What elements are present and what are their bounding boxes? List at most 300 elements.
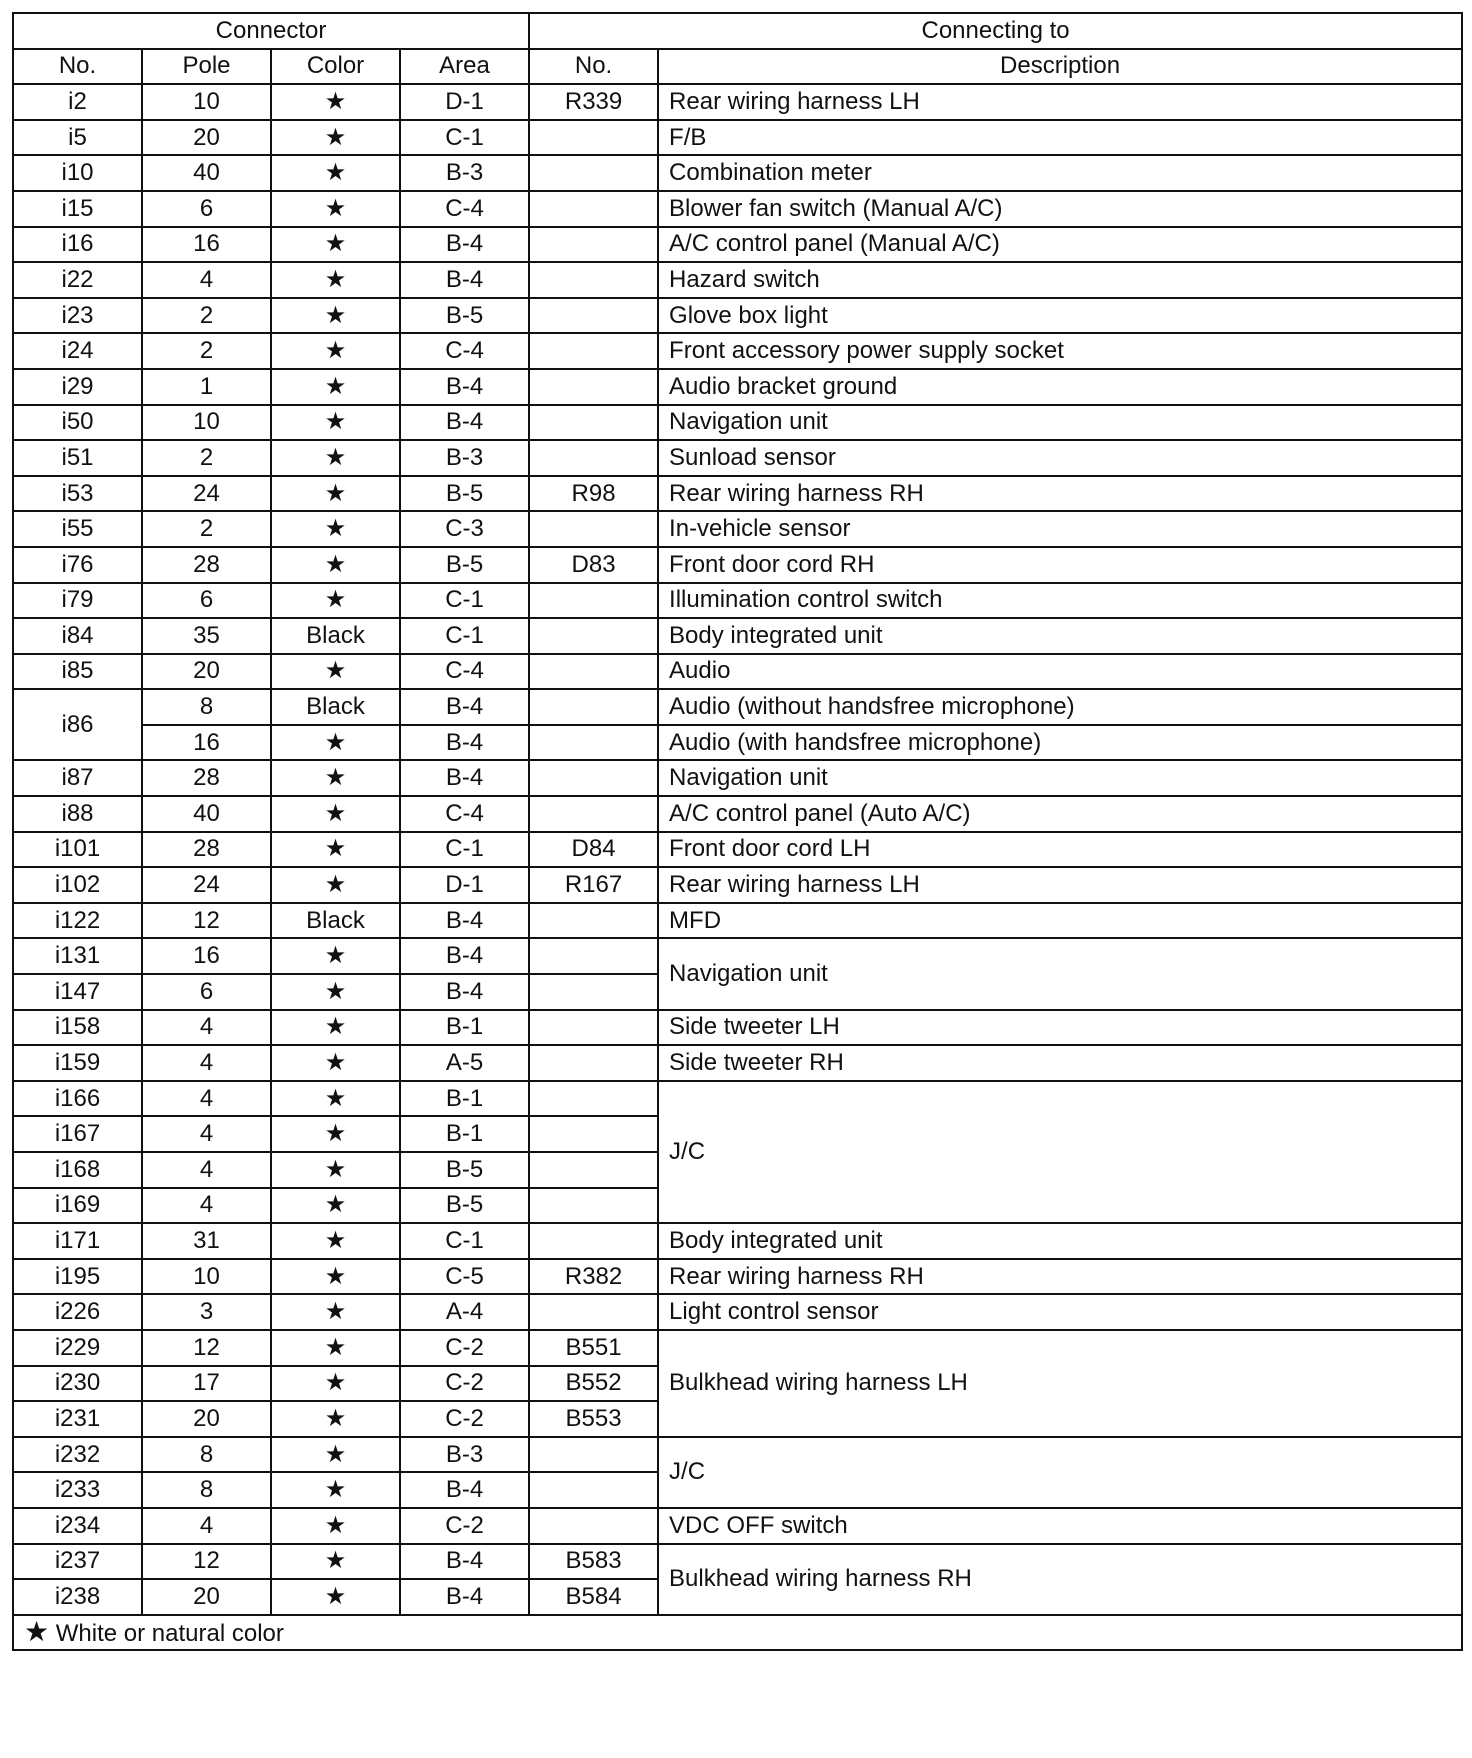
star-icon: ★ bbox=[271, 654, 400, 690]
area-code: B-3 bbox=[400, 440, 529, 476]
connector-no: i23 bbox=[13, 298, 142, 334]
connecting-no bbox=[529, 618, 658, 654]
table-row bbox=[13, 725, 1462, 761]
connecting-no bbox=[529, 583, 658, 619]
star-icon: ★ bbox=[271, 191, 400, 227]
star-icon: ★ bbox=[271, 227, 400, 263]
header-no: No. bbox=[13, 49, 142, 85]
table-row bbox=[13, 867, 1462, 903]
header-pole: Pole bbox=[142, 49, 271, 85]
description: Audio (with handsfree microphone) bbox=[658, 725, 1462, 761]
connector-no: i5 bbox=[13, 120, 142, 156]
star-icon: ★ bbox=[271, 262, 400, 298]
area-code: C-2 bbox=[400, 1366, 529, 1402]
area-code: A-5 bbox=[400, 1045, 529, 1081]
table-row bbox=[13, 583, 1462, 619]
area-code: B-4 bbox=[400, 1544, 529, 1580]
connecting-no bbox=[529, 227, 658, 263]
connector-rows bbox=[13, 84, 1462, 1615]
area-code: C-1 bbox=[400, 583, 529, 619]
table-row bbox=[13, 120, 1462, 156]
star-icon: ★ bbox=[271, 1010, 400, 1046]
connecting-no bbox=[529, 1188, 658, 1224]
star-icon: ★ bbox=[271, 120, 400, 156]
header-color: Color bbox=[271, 49, 400, 85]
area-code: B-5 bbox=[400, 1152, 529, 1188]
description: J/C bbox=[658, 1437, 1462, 1508]
star-icon: ★ bbox=[271, 1330, 400, 1366]
pole-count: 20 bbox=[142, 1401, 271, 1437]
star-icon: ★ bbox=[271, 1081, 400, 1117]
connecting-no: B551 bbox=[529, 1330, 658, 1366]
connecting-no bbox=[529, 654, 658, 690]
connector-no: i122 bbox=[13, 903, 142, 939]
area-code: B-3 bbox=[400, 1437, 529, 1473]
area-code: C-3 bbox=[400, 511, 529, 547]
description: Side tweeter LH bbox=[658, 1010, 1462, 1046]
description: Body integrated unit bbox=[658, 1223, 1462, 1259]
connector-no: i85 bbox=[13, 654, 142, 690]
connector-no: i168 bbox=[13, 1152, 142, 1188]
description: Audio (without handsfree microphone) bbox=[658, 689, 1462, 725]
star-icon: ★ bbox=[271, 440, 400, 476]
connecting-no: B552 bbox=[529, 1366, 658, 1402]
star-icon: ★ bbox=[271, 832, 400, 868]
pole-count: 4 bbox=[142, 1045, 271, 1081]
header-connector: Connector bbox=[13, 13, 529, 49]
table-row bbox=[13, 511, 1462, 547]
area-code: B-5 bbox=[400, 476, 529, 512]
star-icon: ★ bbox=[271, 1223, 400, 1259]
table-row bbox=[13, 1437, 1462, 1473]
description: In-vehicle sensor bbox=[658, 511, 1462, 547]
description: Hazard switch bbox=[658, 262, 1462, 298]
pole-count: 4 bbox=[142, 1508, 271, 1544]
connector-no: i50 bbox=[13, 405, 142, 441]
area-code: C-1 bbox=[400, 120, 529, 156]
description: Combination meter bbox=[658, 155, 1462, 191]
table-row bbox=[13, 155, 1462, 191]
pole-count: 12 bbox=[142, 903, 271, 939]
description: Front door cord RH bbox=[658, 547, 1462, 583]
connecting-no bbox=[529, 760, 658, 796]
pole-count: 8 bbox=[142, 1472, 271, 1508]
area-code: B-1 bbox=[400, 1116, 529, 1152]
table-row bbox=[13, 369, 1462, 405]
connector-table bbox=[12, 12, 1463, 1651]
pole-count: 28 bbox=[142, 760, 271, 796]
connecting-no bbox=[529, 369, 658, 405]
description: Rear wiring harness RH bbox=[658, 1259, 1462, 1295]
pole-count: 10 bbox=[142, 405, 271, 441]
group-header-row bbox=[13, 13, 1462, 49]
pole-count: 20 bbox=[142, 1579, 271, 1615]
description: VDC OFF switch bbox=[658, 1508, 1462, 1544]
table-row bbox=[13, 1045, 1462, 1081]
connector-no: i53 bbox=[13, 476, 142, 512]
star-icon: ★ bbox=[271, 1579, 400, 1615]
table-row bbox=[13, 832, 1462, 868]
star-icon: ★ bbox=[271, 938, 400, 974]
description: A/C control panel (Auto A/C) bbox=[658, 796, 1462, 832]
area-code: C-1 bbox=[400, 1223, 529, 1259]
table-row bbox=[13, 618, 1462, 654]
area-code: D-1 bbox=[400, 84, 529, 120]
connector-no: i88 bbox=[13, 796, 142, 832]
table-row bbox=[13, 1294, 1462, 1330]
table-row bbox=[13, 1223, 1462, 1259]
area-code: B-4 bbox=[400, 725, 529, 761]
pole-count: 10 bbox=[142, 1259, 271, 1295]
connecting-no bbox=[529, 1152, 658, 1188]
connecting-no bbox=[529, 725, 658, 761]
area-code: B-5 bbox=[400, 547, 529, 583]
area-code: B-4 bbox=[400, 1472, 529, 1508]
description: Navigation unit bbox=[658, 405, 1462, 441]
table-row bbox=[13, 760, 1462, 796]
pole-count: 8 bbox=[142, 689, 271, 725]
table-row bbox=[13, 262, 1462, 298]
table-row bbox=[13, 405, 1462, 441]
connecting-no: B584 bbox=[529, 1579, 658, 1615]
header-connecting-no: No. bbox=[529, 49, 658, 85]
description: Blower fan switch (Manual A/C) bbox=[658, 191, 1462, 227]
pole-count: 1 bbox=[142, 369, 271, 405]
connector-no: i234 bbox=[13, 1508, 142, 1544]
connector-no: i226 bbox=[13, 1294, 142, 1330]
description: Bulkhead wiring harness RH bbox=[658, 1544, 1462, 1615]
area-code: B-4 bbox=[400, 369, 529, 405]
connecting-no bbox=[529, 298, 658, 334]
pole-count: 10 bbox=[142, 84, 271, 120]
connector-no: i233 bbox=[13, 1472, 142, 1508]
connector-no: i171 bbox=[13, 1223, 142, 1259]
area-code: B-4 bbox=[400, 903, 529, 939]
connector-no: i2 bbox=[13, 84, 142, 120]
star-icon: ★ bbox=[271, 84, 400, 120]
star-icon: ★ bbox=[271, 1188, 400, 1224]
description: Front accessory power supply socket bbox=[658, 333, 1462, 369]
star-icon: ★ bbox=[271, 583, 400, 619]
connecting-no bbox=[529, 974, 658, 1010]
connector-no: i16 bbox=[13, 227, 142, 263]
description: Navigation unit bbox=[658, 938, 1462, 1009]
pole-count: 16 bbox=[142, 725, 271, 761]
star-icon: ★ bbox=[271, 511, 400, 547]
star-icon: ★ bbox=[271, 1045, 400, 1081]
area-code: B-1 bbox=[400, 1081, 529, 1117]
connecting-no bbox=[529, 1472, 658, 1508]
table-row bbox=[13, 298, 1462, 334]
connecting-no bbox=[529, 1437, 658, 1473]
connector-color: Black bbox=[271, 689, 400, 725]
pole-count: 4 bbox=[142, 262, 271, 298]
connector-no: i102 bbox=[13, 867, 142, 903]
pole-count: 12 bbox=[142, 1330, 271, 1366]
pole-count: 20 bbox=[142, 654, 271, 690]
pole-count: 28 bbox=[142, 832, 271, 868]
description: Glove box light bbox=[658, 298, 1462, 334]
connector-no: i87 bbox=[13, 760, 142, 796]
connector-no: i166 bbox=[13, 1081, 142, 1117]
pole-count: 24 bbox=[142, 867, 271, 903]
star-icon: ★ bbox=[271, 298, 400, 334]
star-icon: ★ bbox=[271, 547, 400, 583]
connector-no: i238 bbox=[13, 1579, 142, 1615]
connector-no: i10 bbox=[13, 155, 142, 191]
connecting-no: R339 bbox=[529, 84, 658, 120]
connecting-no bbox=[529, 903, 658, 939]
connector-no: i84 bbox=[13, 618, 142, 654]
connector-no: i29 bbox=[13, 369, 142, 405]
star-icon: ★ bbox=[271, 1152, 400, 1188]
connector-no: i195 bbox=[13, 1259, 142, 1295]
star-icon: ★ bbox=[271, 725, 400, 761]
connecting-no bbox=[529, 511, 658, 547]
connector-no: i147 bbox=[13, 974, 142, 1010]
connecting-no: B553 bbox=[529, 1401, 658, 1437]
pole-count: 8 bbox=[142, 1437, 271, 1473]
star-icon: ★ bbox=[271, 1294, 400, 1330]
connecting-no bbox=[529, 1045, 658, 1081]
star-icon: ★ bbox=[271, 1366, 400, 1402]
pole-count: 2 bbox=[142, 440, 271, 476]
connecting-no: R98 bbox=[529, 476, 658, 512]
connector-no: i169 bbox=[13, 1188, 142, 1224]
description: Audio bbox=[658, 654, 1462, 690]
area-code: B-4 bbox=[400, 760, 529, 796]
pole-count: 31 bbox=[142, 1223, 271, 1259]
pole-count: 4 bbox=[142, 1152, 271, 1188]
connecting-no bbox=[529, 689, 658, 725]
star-icon: ★ bbox=[271, 974, 400, 1010]
area-code: B-4 bbox=[400, 938, 529, 974]
area-code: C-1 bbox=[400, 618, 529, 654]
connector-no: i159 bbox=[13, 1045, 142, 1081]
connector-no: i158 bbox=[13, 1010, 142, 1046]
area-code: B-5 bbox=[400, 298, 529, 334]
header-area: Area bbox=[400, 49, 529, 85]
description: Side tweeter RH bbox=[658, 1045, 1462, 1081]
pole-count: 28 bbox=[142, 547, 271, 583]
connector-no: i24 bbox=[13, 333, 142, 369]
star-icon: ★ bbox=[271, 1437, 400, 1473]
star-icon: ★ bbox=[271, 476, 400, 512]
description: F/B bbox=[658, 120, 1462, 156]
table-row bbox=[13, 476, 1462, 512]
pole-count: 35 bbox=[142, 618, 271, 654]
pole-count: 24 bbox=[142, 476, 271, 512]
table-row bbox=[13, 1508, 1462, 1544]
table-row bbox=[13, 1330, 1462, 1366]
connecting-no bbox=[529, 1223, 658, 1259]
pole-count: 20 bbox=[142, 120, 271, 156]
area-code: C-4 bbox=[400, 191, 529, 227]
pole-count: 6 bbox=[142, 191, 271, 227]
area-code: C-1 bbox=[400, 832, 529, 868]
connecting-no bbox=[529, 1081, 658, 1117]
description: Front door cord LH bbox=[658, 832, 1462, 868]
pole-count: 4 bbox=[142, 1116, 271, 1152]
pole-count: 40 bbox=[142, 155, 271, 191]
area-code: B-5 bbox=[400, 1188, 529, 1224]
connector-no: i232 bbox=[13, 1437, 142, 1473]
area-code: B-4 bbox=[400, 262, 529, 298]
connector-no: i86 bbox=[13, 689, 142, 760]
connecting-no: R167 bbox=[529, 867, 658, 903]
table-row bbox=[13, 440, 1462, 476]
connecting-no bbox=[529, 440, 658, 476]
star-icon: ★ bbox=[271, 1259, 400, 1295]
description: MFD bbox=[658, 903, 1462, 939]
connecting-no bbox=[529, 262, 658, 298]
connector-no: i22 bbox=[13, 262, 142, 298]
connecting-no bbox=[529, 333, 658, 369]
pole-count: 16 bbox=[142, 227, 271, 263]
table-row bbox=[13, 938, 1462, 974]
pole-count: 6 bbox=[142, 974, 271, 1010]
area-code: B-4 bbox=[400, 974, 529, 1010]
connector-no: i101 bbox=[13, 832, 142, 868]
description: Rear wiring harness RH bbox=[658, 476, 1462, 512]
connector-no: i167 bbox=[13, 1116, 142, 1152]
area-code: B-4 bbox=[400, 227, 529, 263]
connecting-no bbox=[529, 191, 658, 227]
table-row bbox=[13, 547, 1462, 583]
table-row bbox=[13, 1259, 1462, 1295]
description: Sunload sensor bbox=[658, 440, 1462, 476]
table-row bbox=[13, 1544, 1462, 1580]
connector-no: i15 bbox=[13, 191, 142, 227]
area-code: D-1 bbox=[400, 867, 529, 903]
description: Illumination control switch bbox=[658, 583, 1462, 619]
area-code: B-4 bbox=[400, 405, 529, 441]
pole-count: 2 bbox=[142, 333, 271, 369]
description: Rear wiring harness LH bbox=[658, 867, 1462, 903]
pole-count: 2 bbox=[142, 298, 271, 334]
star-icon: ★ bbox=[271, 1116, 400, 1152]
area-code: B-3 bbox=[400, 155, 529, 191]
star-icon: ★ bbox=[271, 405, 400, 441]
area-code: A-4 bbox=[400, 1294, 529, 1330]
connecting-no: R382 bbox=[529, 1259, 658, 1295]
star-icon: ★ bbox=[271, 1544, 400, 1580]
star-icon: ★ bbox=[271, 1508, 400, 1544]
area-code: C-5 bbox=[400, 1259, 529, 1295]
connecting-no bbox=[529, 1294, 658, 1330]
connecting-no bbox=[529, 1010, 658, 1046]
connector-no: i230 bbox=[13, 1366, 142, 1402]
legend-text: White or natural color bbox=[55, 1619, 284, 1647]
description: Navigation unit bbox=[658, 760, 1462, 796]
table-row bbox=[13, 654, 1462, 690]
connecting-no bbox=[529, 120, 658, 156]
table-row bbox=[13, 191, 1462, 227]
header-description: Description bbox=[658, 49, 1462, 85]
table-row bbox=[13, 1010, 1462, 1046]
description: J/C bbox=[658, 1081, 1462, 1223]
pole-count: 12 bbox=[142, 1544, 271, 1580]
connector-color: Black bbox=[271, 903, 400, 939]
area-code: C-4 bbox=[400, 654, 529, 690]
connector-color: Black bbox=[271, 618, 400, 654]
connecting-no bbox=[529, 938, 658, 974]
connecting-no bbox=[529, 405, 658, 441]
connecting-no: D83 bbox=[529, 547, 658, 583]
connector-no: i55 bbox=[13, 511, 142, 547]
pole-count: 17 bbox=[142, 1366, 271, 1402]
area-code: B-4 bbox=[400, 1579, 529, 1615]
table-row bbox=[13, 796, 1462, 832]
connector-no: i229 bbox=[13, 1330, 142, 1366]
column-header-row bbox=[13, 49, 1462, 85]
pole-count: 4 bbox=[142, 1010, 271, 1046]
connector-no: i131 bbox=[13, 938, 142, 974]
table-row bbox=[13, 333, 1462, 369]
table-row bbox=[13, 227, 1462, 263]
description: A/C control panel (Manual A/C) bbox=[658, 227, 1462, 263]
area-code: B-4 bbox=[400, 689, 529, 725]
connecting-no: B583 bbox=[529, 1544, 658, 1580]
star-icon: ★ bbox=[24, 1615, 50, 1647]
star-icon: ★ bbox=[271, 369, 400, 405]
area-code: B-1 bbox=[400, 1010, 529, 1046]
pole-count: 2 bbox=[142, 511, 271, 547]
pole-count: 4 bbox=[142, 1081, 271, 1117]
area-code: C-4 bbox=[400, 333, 529, 369]
description: Bulkhead wiring harness LH bbox=[658, 1330, 1462, 1437]
area-code: C-2 bbox=[400, 1330, 529, 1366]
pole-count: 3 bbox=[142, 1294, 271, 1330]
star-icon: ★ bbox=[271, 155, 400, 191]
pole-count: 4 bbox=[142, 1188, 271, 1224]
table-row bbox=[13, 1081, 1462, 1117]
star-icon: ★ bbox=[271, 1472, 400, 1508]
connector-no: i231 bbox=[13, 1401, 142, 1437]
legend-row bbox=[13, 1615, 1462, 1651]
star-icon: ★ bbox=[271, 760, 400, 796]
description: Audio bracket ground bbox=[658, 369, 1462, 405]
star-icon: ★ bbox=[271, 867, 400, 903]
star-icon: ★ bbox=[271, 1401, 400, 1437]
star-icon: ★ bbox=[271, 796, 400, 832]
area-code: C-4 bbox=[400, 796, 529, 832]
area-code: C-2 bbox=[400, 1401, 529, 1437]
table-row bbox=[13, 903, 1462, 939]
description: Rear wiring harness LH bbox=[658, 84, 1462, 120]
connecting-no bbox=[529, 796, 658, 832]
header-connecting-to: Connecting to bbox=[529, 13, 1462, 49]
star-icon: ★ bbox=[271, 333, 400, 369]
connecting-no bbox=[529, 155, 658, 191]
description: Light control sensor bbox=[658, 1294, 1462, 1330]
connecting-no bbox=[529, 1116, 658, 1152]
table-row bbox=[13, 84, 1462, 120]
connector-no: i76 bbox=[13, 547, 142, 583]
connector-no: i51 bbox=[13, 440, 142, 476]
connecting-no bbox=[529, 1508, 658, 1544]
pole-count: 6 bbox=[142, 583, 271, 619]
pole-count: 16 bbox=[142, 938, 271, 974]
pole-count: 40 bbox=[142, 796, 271, 832]
connecting-no: D84 bbox=[529, 832, 658, 868]
connector-no: i237 bbox=[13, 1544, 142, 1580]
legend bbox=[13, 1615, 1462, 1651]
description: Body integrated unit bbox=[658, 618, 1462, 654]
area-code: C-2 bbox=[400, 1508, 529, 1544]
connector-no: i79 bbox=[13, 583, 142, 619]
table-row bbox=[13, 689, 1462, 725]
